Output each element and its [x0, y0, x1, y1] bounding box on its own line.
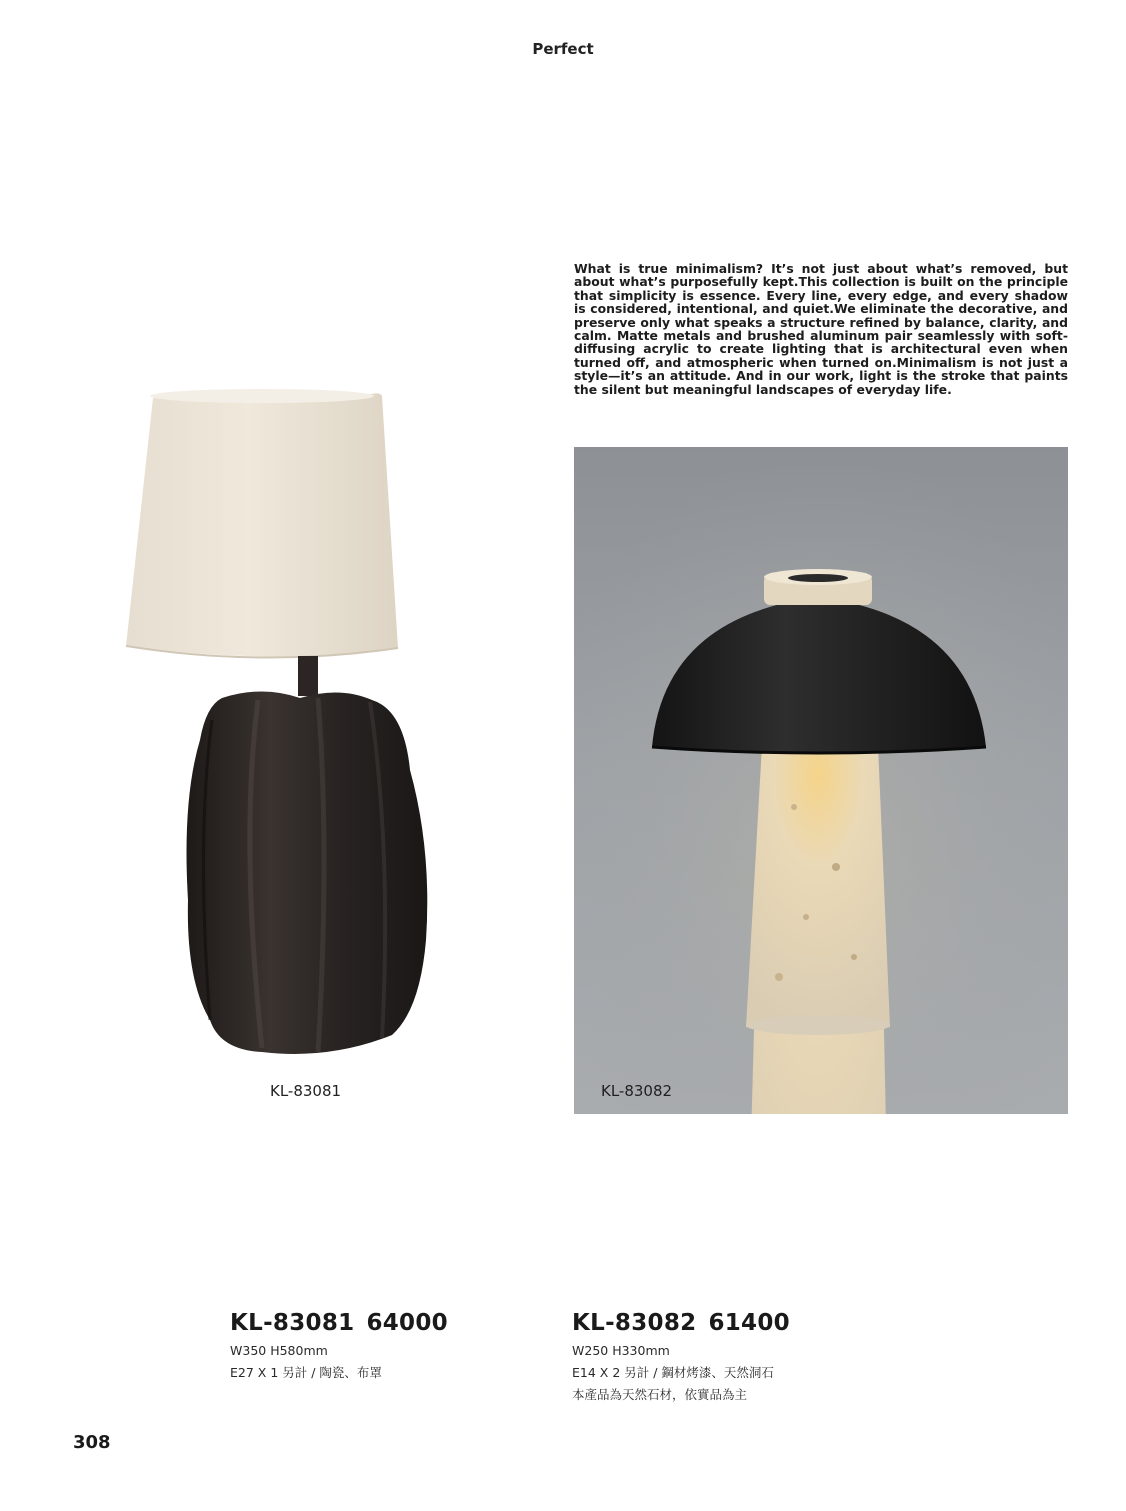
product-photo-kl-83082 [574, 447, 1068, 1114]
product-spec: E14 X 2 另計 / 鋼材烤漆、天然洞石 [572, 1365, 774, 1380]
product-spec: E27 X 1 另計 / 陶瓷、布罩 [230, 1365, 382, 1380]
product-title [572, 1308, 790, 1338]
photo-caption-kl-83081: KL-83081 [270, 1082, 342, 1100]
product-price: 61400 [708, 1310, 790, 1336]
product-photo-kl-83081 [0, 380, 560, 1110]
page-header-title: Perfect [532, 40, 594, 58]
product-info-kl-83082 [572, 1308, 790, 1406]
product-dimensions: W250 H330mm [572, 1343, 670, 1358]
product-dimensions: W350 H580mm [230, 1343, 328, 1358]
intro-paragraph: What is true minimalism? It’s not just about what’s removed, but about what’s purposefully kept.This collection is built on the principle that simplicity is essence. Every line, every edge, and every shadow is considered, intentional, and quiet.We eliminate the decorative, and preserve only what speaks a structure refined by balance, clarity, and calm. Matte metals and brushed aluminum pair seamlessly with soft-diffusing acrylic to create lighting that is architectural even when turned off, and atmospheric when turned on.Minimalism is not just a style—it’s an attitude. And in our work, light is the stroke that paints the silent but meaningful landscapes of everyday life. [574, 261, 1068, 397]
product-title [230, 1308, 448, 1338]
product-note: 本產品為天然石材，依實品為主 [572, 1387, 748, 1402]
photo-caption-kl-83082: KL-83082 [601, 1082, 673, 1100]
page-number: 308 [73, 1432, 111, 1453]
product-model: KL-83081 [230, 1310, 355, 1336]
product-model: KL-83082 [572, 1310, 697, 1336]
product-info-kl-83081 [230, 1308, 448, 1384]
product-price: 64000 [366, 1310, 448, 1336]
